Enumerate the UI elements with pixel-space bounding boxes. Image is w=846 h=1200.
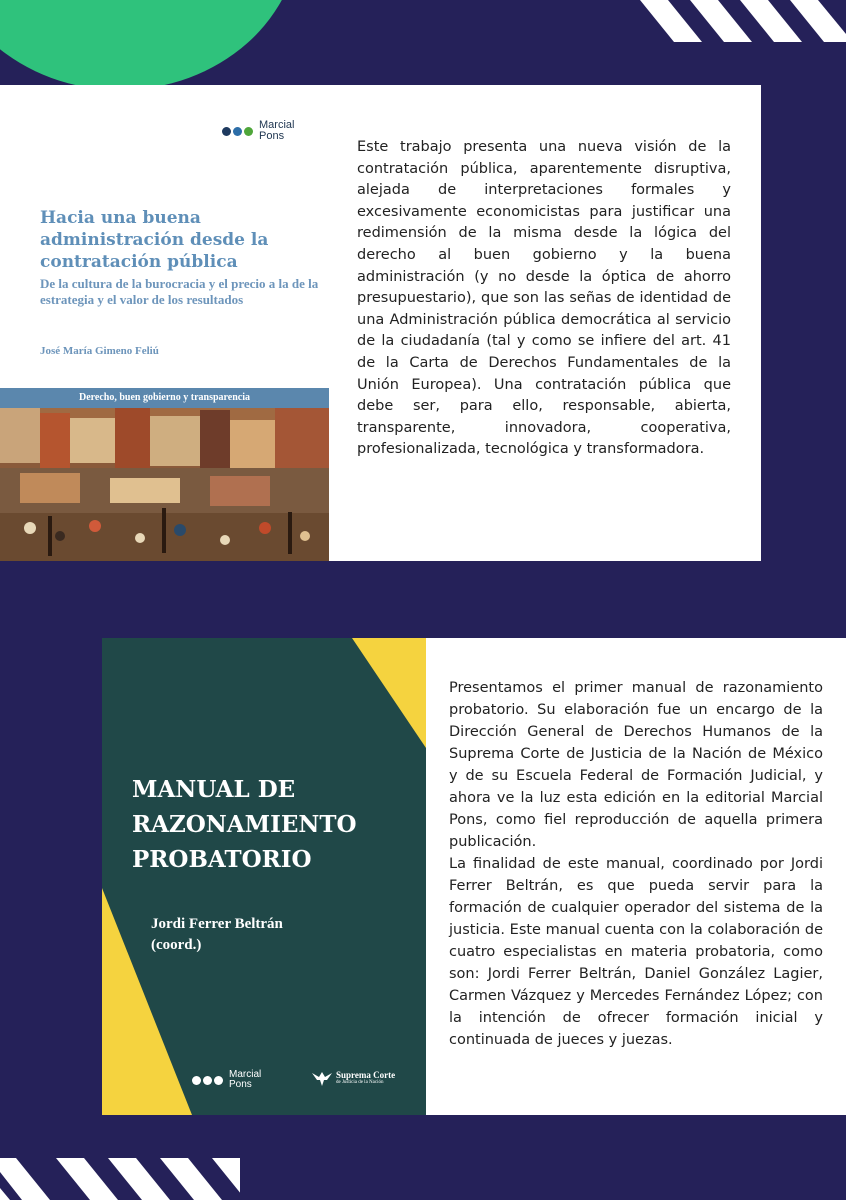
publisher-name-line2: Pons — [229, 1079, 252, 1090]
series-band: Derecho, buen gobierno y transparencia — [0, 388, 329, 408]
suprema-corte-logo — [312, 1070, 395, 1086]
marcial-pons-logo — [222, 120, 294, 142]
publisher-name-line1: Marcial — [259, 119, 295, 131]
eagle-icon — [312, 1070, 332, 1086]
marcial-pons-dots-icon — [192, 1076, 223, 1085]
book-title-line1: MANUAL DE — [132, 776, 296, 803]
book-author: Jordi Ferrer Beltrán — [151, 916, 283, 932]
book-description — [449, 677, 823, 1051]
book-description-paragraph-2: La finalidad de este manual, coordinado por Jordi Ferrer Beltrán, es que pueda servir para la formación de cualquier operador del sistema de la justicia. Este manual cuenta con la colaboración de cuatro especialistas en materia probatoria, como son: Jordi Ferrer Beltrán, Daniel González Lagier, Carmen Vázquez y Mercedes Fernández López; con la intención de ofrecer formación inicial y continuada de jueces y juezas. — [449, 856, 823, 1048]
book-author: José María Gimeno Feliú — [40, 345, 159, 357]
publisher-name-line1: Marcial — [229, 1069, 262, 1080]
book-cover-contratacion — [0, 85, 329, 561]
book-subtitle: De la cultura de la burocracia y el precio a la de la estrategia y el valor de los resultados — [40, 276, 319, 307]
book-title-line3: PROBATORIO — [132, 846, 312, 873]
coeditor-name-line2: de Justicia de la Nación — [336, 1080, 384, 1085]
marcial-pons-logo — [192, 1070, 261, 1090]
book-cover-razonamiento — [102, 638, 426, 1115]
book-author-role: (coord.) — [151, 937, 202, 953]
book-title: Hacia una buena administración desde la contratación pública — [40, 208, 269, 272]
book-description: Este trabajo presenta una nueva visión de la contratación pública, aparentemente disruptiva, alejada de interpretaciones formales y excesivamente economicistas para justificar una redimensión de la misma desde la lógica del derecho al buen gobierno y la buena administración (y no desde la óptica de ahorro presupuestario), que son las señas de identidad de una Administración pública democrática al servicio de la ciudadanía (tal y como se infiere del art. 41 de la Carta de Derechos Fundamentales de la Unión Europea). Una contratación pública que debe ser, para ello, responsable, abierta, transparente, innovadora, cooperativa, profesionalizada, tecnológica y transformadora. — [357, 139, 731, 458]
coeditor-name-line1: Suprema Corte — [336, 1070, 396, 1080]
book-card-razonamiento — [102, 638, 846, 1115]
book-title-line2: RAZONAMIENTO — [132, 811, 357, 838]
book-description-paragraph-1: Presentamos el primer manual de razonamiento probatorio. Su elaboración fue un encargo de la Dirección General de Derechos Humanos de la Suprema Corte de Justicia de la Nación de México y de su Escuela Federal de Formación Judicial, y ahora ve la luz esta edición en la editorial Marcial Pons, como fiel reproducción de aquella primera publicación. — [449, 680, 823, 850]
decorative-green-arc — [0, 0, 300, 90]
book-author-block — [151, 914, 283, 956]
book-title — [132, 772, 422, 877]
marcial-pons-dots-icon — [222, 127, 253, 136]
book-card-contratacion — [0, 85, 761, 561]
medieval-city-painting-image — [0, 408, 329, 561]
decorative-zigzag-bottom-left — [0, 1158, 240, 1200]
decorative-zigzag-top-right — [640, 0, 846, 42]
publisher-name-line2: Pons — [259, 130, 285, 142]
